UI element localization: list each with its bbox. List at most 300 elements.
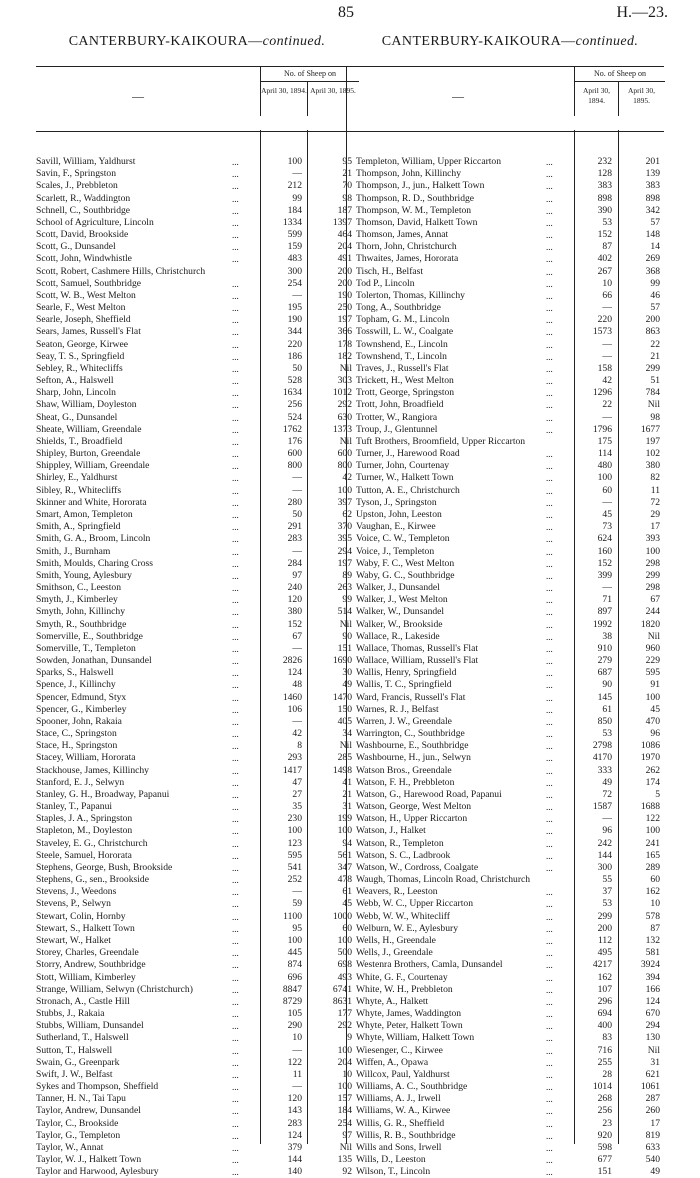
table-row [356, 619, 664, 631]
table-row [36, 911, 358, 923]
owner-name: Sutherland, T., Halswell [36, 1032, 129, 1044]
sheep-1895: 394 [645, 971, 660, 983]
leader-dots: ... [546, 936, 553, 946]
owner-name: Shipley, Burton, Greendale [36, 448, 141, 460]
sheep-1894: — [602, 338, 612, 350]
leader-dots: ... [546, 278, 553, 289]
sheep-1895: 184 [337, 1105, 352, 1117]
table-row [36, 326, 358, 338]
sheep-1895: 254 [337, 1117, 352, 1129]
owner-name: Walker, J., Dunsandel [356, 582, 440, 594]
left-table-header [36, 66, 358, 132]
owner-name: Stanley, G. H., Broadway, Papanui [36, 788, 170, 800]
sheep-1895: 201 [645, 156, 660, 167]
table-row [356, 1069, 664, 1081]
owner-name: Sparks, S., Halswell [36, 667, 114, 679]
sheep-1895: 130 [645, 1032, 660, 1044]
page-reference: H.—23. [616, 4, 668, 21]
leader-dots: ... [546, 862, 553, 873]
table-row [356, 472, 664, 484]
owner-name: Tong, A., Southbridge [356, 302, 441, 314]
owner-name: Sefton, A., Halswell [36, 375, 114, 387]
table-row [36, 253, 358, 265]
leader-dots: ... [546, 777, 553, 788]
leader-dots: ... [546, 960, 553, 971]
sheep-1895: 200 [337, 277, 352, 289]
owner-name: Thompson, John, Killinchy [356, 168, 461, 180]
owner-name: Wills, D., Leeston [356, 1154, 426, 1166]
leader-dots: ... [546, 789, 553, 800]
table-row [36, 862, 358, 874]
owner-name: Shields, T., Broadfield [36, 435, 123, 447]
sheep-1894: 152 [287, 618, 302, 630]
sheep-1894: 175 [597, 435, 612, 447]
sheep-1895: 3924 [640, 959, 660, 971]
sheep-1894: 49 [602, 776, 612, 788]
leader-dots: ... [232, 1082, 239, 1093]
sheep-1894: 528 [287, 375, 302, 387]
owner-name: Stephens, G., sen., Brookside [36, 874, 149, 886]
table-row [36, 521, 358, 533]
sheep-1894: — [602, 496, 612, 508]
table-row [356, 1105, 664, 1117]
owner-name: Taylor, Andrew, Dunsandel [36, 1105, 141, 1117]
table-row [36, 533, 358, 545]
table-row [356, 923, 664, 935]
sheep-1894: 400 [597, 1020, 612, 1032]
leader-dots: ... [232, 242, 239, 253]
owner-name: Taylor, W., Annat [36, 1141, 104, 1153]
leader-dots: ... [546, 327, 553, 338]
sheep-1894: 380 [287, 606, 302, 618]
sheep-1894: 128 [597, 168, 612, 180]
owner-name: Tisch, H., Belfast [356, 265, 424, 277]
leader-dots: ... [232, 558, 239, 569]
sheep-1895: Nil [647, 630, 660, 642]
table-row [356, 290, 664, 302]
sheep-1894: 112 [597, 935, 612, 946]
table-row [356, 375, 664, 387]
table-row [356, 266, 664, 278]
leader-dots: ... [546, 242, 553, 253]
sheep-1894: 120 [287, 1093, 302, 1105]
owner-name: Seaton, George, Kirwee [36, 338, 128, 350]
right-col-1895: April 30, 1895. [618, 82, 664, 116]
owner-name: Wilson, T., Lincoln [356, 1166, 431, 1178]
sheep-1894: 595 [287, 849, 302, 861]
left-sheep-on-header: No. of Sheep on [260, 67, 359, 82]
owner-name: Scott, Samuel, Southbridge [36, 277, 141, 289]
table-row [356, 1154, 664, 1166]
table-row [356, 947, 664, 959]
sheep-1894: 541 [287, 861, 302, 873]
sheep-1895: 124 [645, 995, 660, 1007]
sheep-1895: 241 [645, 837, 660, 849]
sheep-1894: 186 [287, 350, 302, 362]
sheep-1895: 29 [650, 508, 660, 520]
sheep-1894: 524 [287, 411, 302, 423]
table-row [36, 290, 358, 302]
sheep-1894: 100 [597, 472, 612, 484]
table-row [36, 412, 358, 424]
sheep-1894: 71 [602, 594, 612, 606]
sheep-1894: 61 [602, 703, 612, 715]
owner-name: Williams, W. A., Kirwee [356, 1105, 451, 1117]
sheep-1895: 342 [645, 204, 660, 216]
sheep-1895: 21 [342, 168, 352, 180]
sheep-1894: 100 [287, 156, 302, 167]
table-row [36, 375, 358, 387]
sheep-1895: 800 [337, 460, 352, 472]
leader-dots: ... [232, 205, 239, 216]
table-row [36, 777, 358, 789]
leader-dots: ... [546, 826, 553, 837]
leader-dots: ... [232, 546, 239, 557]
table-row [36, 740, 358, 752]
sheep-1894: 290 [287, 1020, 302, 1032]
table-row [36, 984, 358, 996]
leader-dots: ... [546, 668, 553, 679]
owner-name: Topham, G. M., Lincoln [356, 314, 450, 326]
table-row [36, 752, 358, 764]
sheep-1894: 11 [292, 1068, 302, 1080]
leader-dots: ... [232, 789, 239, 800]
sheep-1894: 107 [597, 983, 612, 995]
sheep-1895: 287 [645, 1093, 660, 1105]
leader-dots: ... [546, 1130, 553, 1141]
owner-name: Sheat, G., Dunsandel [36, 411, 118, 423]
table-row [36, 363, 358, 375]
sheep-1895: 491 [337, 253, 352, 265]
owner-name: Warren, J. W., Greendale [356, 715, 452, 727]
sheep-1895: 260 [645, 1105, 660, 1117]
leader-dots: ... [546, 363, 553, 374]
table-row [356, 777, 664, 789]
sheep-1894: 240 [287, 582, 302, 594]
sheep-1895: 370 [337, 521, 352, 533]
table-row [356, 631, 664, 643]
sheep-1894: 90 [602, 679, 612, 691]
table-row [36, 1008, 358, 1020]
leader-dots: ... [232, 753, 239, 764]
table-row [36, 643, 358, 655]
leader-dots: ... [546, 522, 553, 533]
owner-name: Stubbs, William, Dunsandel [36, 1020, 144, 1032]
owner-name: Wallace, Thomas, Russell's Flat [356, 642, 479, 654]
table-row [356, 838, 664, 850]
leader-dots: ... [232, 181, 239, 192]
leader-dots: ... [232, 741, 239, 752]
table-row [36, 156, 358, 168]
sheep-1894: 120 [287, 594, 302, 606]
table-row [36, 558, 358, 570]
sheep-1895: 298 [645, 557, 660, 569]
sheep-1895: 1690 [332, 655, 352, 667]
sheep-1894: 1417 [282, 764, 302, 776]
left-header-dash: — [132, 89, 144, 103]
sheep-1895: 229 [645, 655, 660, 667]
owner-name: Stewart, Colin, Hornby [36, 910, 126, 922]
sheep-1894: 72 [602, 788, 612, 800]
owner-name: Taylor, C., Brookside [36, 1117, 119, 1129]
leader-dots: ... [232, 217, 239, 228]
table-row [356, 704, 664, 716]
sheep-1894: 53 [602, 728, 612, 740]
leader-dots: ... [546, 217, 553, 228]
left-title [36, 34, 358, 50]
leader-dots: ... [546, 1082, 553, 1093]
leader-dots: ... [546, 1069, 553, 1080]
owner-name: Willis, G. R., Sheffield [356, 1117, 445, 1129]
table-row [36, 1081, 358, 1093]
owner-name: Searle, Joseph, Sheffield [36, 314, 131, 326]
sheep-1895: 102 [645, 448, 660, 460]
table-row [356, 424, 664, 436]
sheep-1894: 1634 [282, 387, 302, 399]
sheep-1895: 72 [650, 496, 660, 508]
table-row [36, 1093, 358, 1105]
sheep-1895: 1470 [332, 691, 352, 703]
sheep-1894: 268 [597, 1093, 612, 1105]
sheep-1895: 98 [650, 411, 660, 423]
table-row [356, 180, 664, 192]
sheep-1894: 8729 [282, 995, 302, 1007]
owner-name: Stewart, S., Halkett Town [36, 922, 135, 934]
sheep-1894: 53 [602, 216, 612, 228]
owner-name: Whyte, A., Halkett [356, 995, 429, 1007]
sheep-1895: 17 [650, 521, 660, 533]
owner-name: Westenra Brothers, Camla, Dunsandel [356, 959, 503, 971]
sheep-1894: 140 [287, 1166, 302, 1178]
leader-dots: ... [546, 509, 553, 520]
leader-dots: ... [232, 619, 239, 630]
owner-name: Weavers, R., Leeston [356, 886, 438, 898]
owner-name: Turner, W., Halkett Town [356, 472, 454, 484]
owner-name: Sykes and Thompson, Sheffield [36, 1081, 159, 1093]
table-row [356, 1045, 664, 1057]
sheep-1894: — [292, 168, 302, 180]
table-row [356, 850, 664, 862]
owner-name: Steele, Samuel, Hororata [36, 849, 132, 861]
owner-name: Walker, J., West Melton [356, 594, 448, 606]
leader-dots: ... [232, 1021, 239, 1032]
sheep-1895: 98 [342, 192, 352, 204]
sheep-1894: 694 [597, 1008, 612, 1020]
table-row [36, 619, 358, 631]
owner-name: Smith, G. A., Broom, Lincoln [36, 533, 151, 545]
owner-name: Taylor and Harwood, Aylesbury [36, 1166, 159, 1178]
sheep-1895: 368 [645, 265, 660, 277]
owner-name: Williams, A. C., Southbridge [356, 1081, 468, 1093]
sheep-1895: 90 [342, 630, 352, 642]
owner-name: Thompson, R. D., Southbridge [356, 192, 475, 204]
sheep-1895: 177 [337, 1008, 352, 1020]
table-row [356, 412, 664, 424]
leader-dots: ... [232, 583, 239, 594]
sheep-1894: 105 [287, 1008, 302, 1020]
sheep-1894: 1762 [282, 423, 302, 435]
owner-name: Storey, Charles, Greendale [36, 947, 139, 959]
leader-dots: ... [232, 509, 239, 520]
sheep-1895: 100 [337, 1081, 352, 1093]
sheep-1894: — [292, 886, 302, 898]
owner-name: Whyte, Peter, Halkett Town [356, 1020, 463, 1032]
owner-name: Somerville, T., Templeton [36, 642, 136, 654]
owner-name: Traves, J., Russell's Flat [356, 362, 449, 374]
sheep-1895: 366 [337, 326, 352, 338]
owner-name: Warrington, C., Southbridge [356, 728, 465, 740]
owner-name: Warnes, R. J., Belfast [356, 703, 439, 715]
owner-name: Washbourne, E., Southbridge [356, 740, 469, 752]
owner-name: Trotter, W., Rangiora [356, 411, 438, 423]
sheep-1895: 31 [650, 1056, 660, 1068]
sheep-1894: 73 [602, 521, 612, 533]
sheep-1895: 31 [342, 801, 352, 813]
table-row [36, 813, 358, 825]
sheep-1895: 960 [645, 642, 660, 654]
leader-dots: ... [546, 376, 553, 387]
owner-name: Trott, John, Broadfield [356, 399, 444, 411]
sheep-1895: 698 [337, 959, 352, 971]
table-row [356, 460, 664, 472]
table-row [356, 1032, 664, 1044]
table-row [356, 339, 664, 351]
leader-dots: ... [232, 948, 239, 959]
leader-dots: ... [232, 972, 239, 983]
sheep-1895: 57 [650, 216, 660, 228]
table-row [36, 898, 358, 910]
owner-name: Scott, W. B., West Melton [36, 289, 136, 301]
sheep-1894: 123 [287, 837, 302, 849]
leader-dots: ... [232, 607, 239, 618]
sheep-1894: 10 [292, 1032, 302, 1044]
sheep-1895: 630 [337, 411, 352, 423]
sheep-1895: 62 [342, 508, 352, 520]
sheep-1894: 402 [597, 253, 612, 265]
sheep-1894: 677 [597, 1154, 612, 1166]
sheep-1895: 166 [645, 983, 660, 995]
sheep-1894: 283 [287, 1117, 302, 1129]
sheep-1894: 220 [287, 338, 302, 350]
table-row [36, 168, 358, 180]
sheep-1895: 347 [337, 861, 352, 873]
table-row [356, 217, 664, 229]
owner-name: Wells, H., Greendale [356, 935, 436, 946]
owner-name: Watson, J., Halket [356, 825, 426, 837]
sheep-1895: 95 [342, 156, 352, 167]
leader-dots: ... [546, 680, 553, 691]
owner-name: Swift, J. W., Belfast [36, 1068, 113, 1080]
sheep-1894: — [292, 1081, 302, 1093]
leader-dots: ... [232, 936, 239, 946]
sheep-1895: 197 [337, 314, 352, 326]
sheep-1894: 220 [597, 314, 612, 326]
owner-name: Smith, A., Springfield [36, 521, 121, 533]
sheep-1894: — [602, 411, 612, 423]
leader-dots: ... [232, 1009, 239, 1020]
leader-dots: ... [546, 351, 553, 362]
table-row [356, 606, 664, 618]
sheep-1894: 200 [597, 922, 612, 934]
owner-name: White, G. F., Courtenay [356, 971, 448, 983]
sheep-1895: 1677 [640, 423, 660, 435]
owner-name: Welburn, W. E., Aylesbury [356, 922, 459, 934]
sheep-1895: 190 [337, 289, 352, 301]
leader-dots: ... [232, 996, 239, 1007]
leader-dots: ... [232, 400, 239, 411]
sheep-1895: Nil [647, 1044, 660, 1056]
owner-name: Turner, J., Harewood Road [356, 448, 460, 460]
sheep-1894: 195 [287, 302, 302, 314]
table-row [356, 326, 664, 338]
leader-dots: ... [546, 948, 553, 959]
leader-dots: ... [232, 461, 239, 472]
table-row [356, 996, 664, 1008]
right-title-cont: continued. [575, 34, 639, 49]
table-row [356, 935, 664, 947]
leader-dots: ... [546, 497, 553, 508]
owner-name: Wallis, T. C., Springfield [356, 679, 452, 691]
leader-dots: ... [232, 290, 239, 301]
sheep-1895: 5 [655, 788, 660, 800]
right-column [356, 34, 664, 1178]
owner-name: Townshend, T., Lincoln [356, 350, 447, 362]
table-row [356, 302, 664, 314]
owner-name: Smyth, J., Kimberley [36, 594, 118, 606]
sheep-1894: 252 [287, 874, 302, 886]
table-row [36, 728, 358, 740]
leader-dots: ... [232, 388, 239, 399]
owner-name: Stace, H., Springston [36, 740, 118, 752]
owner-name: Wiesenger, C., Kirwee [356, 1044, 443, 1056]
leader-dots: ... [232, 1069, 239, 1080]
sheep-1894: — [292, 484, 302, 496]
sheep-1894: 283 [287, 533, 302, 545]
leader-dots: ... [546, 838, 553, 849]
sheep-1895: 100 [645, 691, 660, 703]
leader-dots: ... [546, 692, 553, 703]
sheep-1895: 199 [337, 813, 352, 825]
leader-dots: ... [546, 230, 553, 241]
leader-dots: ... [546, 1057, 553, 1068]
leader-dots: ... [232, 473, 239, 484]
sheep-1895: 380 [645, 460, 660, 472]
leader-dots: ... [546, 485, 553, 496]
table-row [36, 1020, 358, 1032]
sheep-1895: 244 [645, 606, 660, 618]
table-row [36, 972, 358, 984]
sheep-1895: 10 [650, 898, 660, 910]
sheep-1895: 99 [650, 277, 660, 289]
table-row [36, 886, 358, 898]
leader-dots: ... [232, 984, 239, 995]
sheep-1895: 10 [342, 1068, 352, 1080]
sheep-1894: 255 [597, 1056, 612, 1068]
leader-dots: ... [232, 826, 239, 837]
owner-name: Thomson, David, Halkett Town [356, 216, 478, 228]
leader-dots: ... [546, 583, 553, 594]
table-row [36, 485, 358, 497]
leader-dots: ... [546, 534, 553, 545]
leader-dots: ... [232, 230, 239, 241]
sheep-1894: 184 [287, 204, 302, 216]
table-row [36, 436, 358, 448]
sheep-1894: 1296 [592, 387, 612, 399]
owner-name: Watson, George, West Melton [356, 801, 472, 813]
table-row [356, 582, 664, 594]
owner-name: Sharp, John, Lincoln [36, 387, 116, 399]
sheep-1894: 60 [602, 484, 612, 496]
